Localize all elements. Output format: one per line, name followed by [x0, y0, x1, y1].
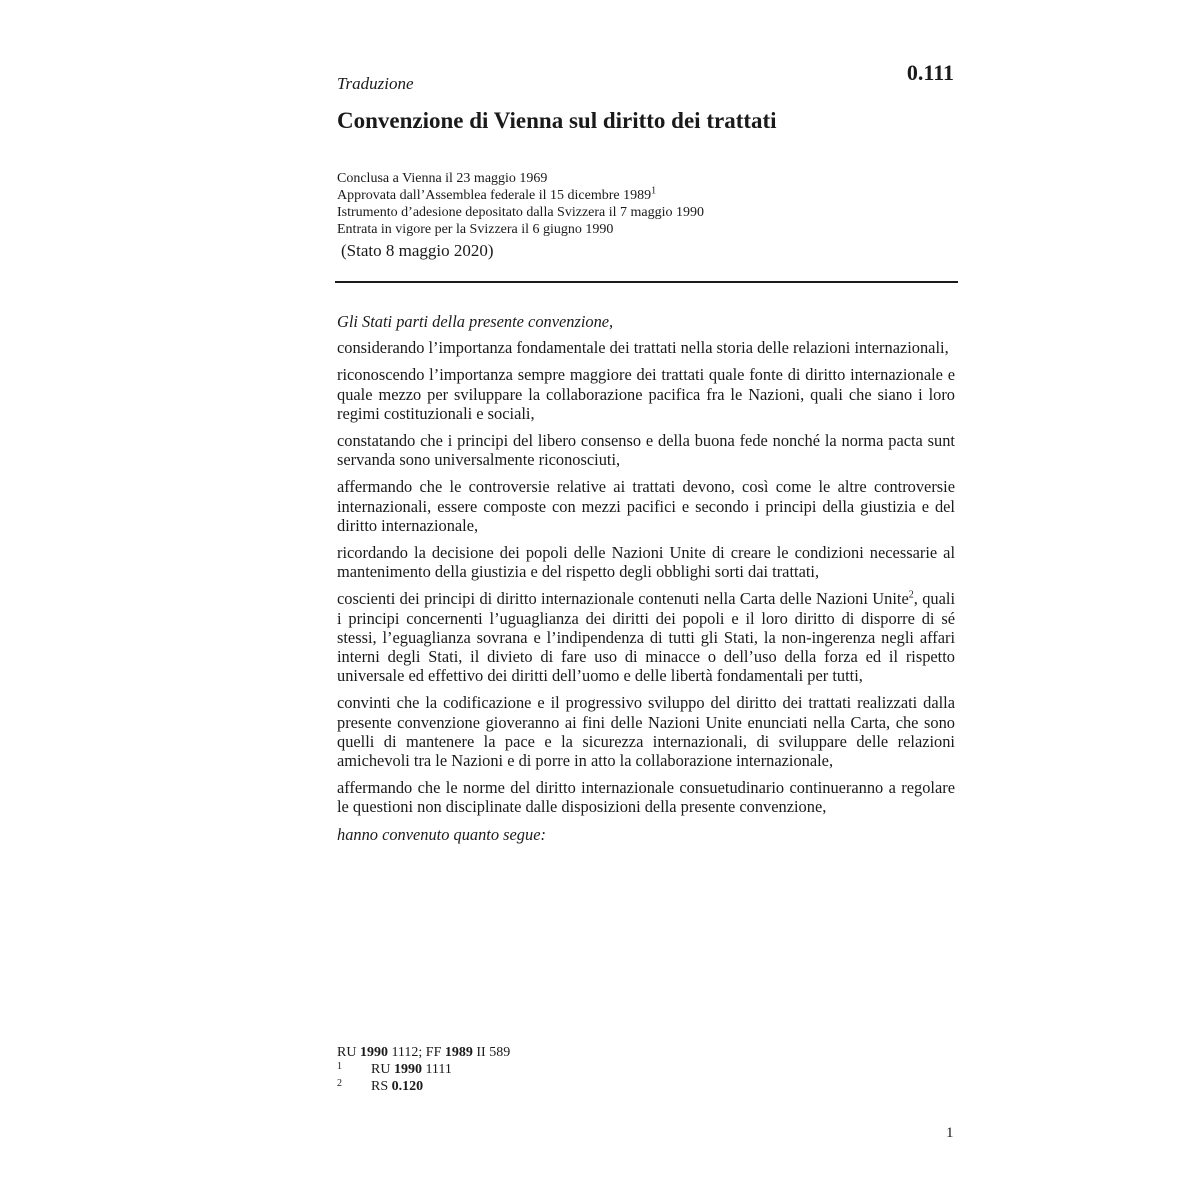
footnote-2: [337, 1078, 510, 1095]
document-title: Convenzione di Vienna sul diritto dei trattati: [337, 108, 777, 133]
page-number: 1: [946, 1125, 954, 1141]
preamble-paragraph-6: [337, 589, 955, 685]
preamble-paragraph-5: ricordando la decisione dei popoli delle Nazioni Unite di creare le condizioni necessarie al mantenimento della giustizia e del rispetto degli obblighi sorti dai trattati,: [337, 543, 955, 582]
preamble-paragraph-6-start: coscienti dei principi di diritto internazionale contenuti nella Carta delle Nazioni Unite: [337, 589, 909, 609]
footnote-2-prefix: RS: [371, 1079, 389, 1094]
preamble-paragraph-2: riconoscendo l’importanza sempre maggiore dei trattati quale fonte di diritto internazionale e quale mezzo per sviluppare la collaborazione pacifica fra le Nazioni, quali che siano i loro regimi costituzionali e sociali,: [337, 365, 955, 423]
footnote-ref-1[interactable]: 1: [651, 185, 657, 197]
preamble-paragraph-1: considerando l’importanza fondamentale dei trattati nella storia delle relazioni internazionali,: [337, 338, 949, 358]
preamble-closing: hanno convenuto quanto segue:: [337, 824, 546, 844]
approved-text: Approvata dall’Assemblea federale il 15 dicembre 1989: [337, 188, 652, 203]
preamble-intro: Gli Stati parti della presente convenzione,: [337, 312, 614, 331]
preamble-paragraph-7: convinti che la codificazione e il progressivo sviluppo del diritto dei trattati realizzati dalla presente convenzione gioveranno ai fini delle Nazioni Unite enunciati nella Carta, che sono quelli di mantenere la pace e la sicurezza internazionali, di sviluppare delle relazioni amichevoli tra le Nazioni e di porre in atto la collaborazione internazionale,: [337, 693, 955, 771]
footnote-2-code: 0.120: [391, 1079, 424, 1094]
concluded-line: Conclusa a Vienna il 23 maggio 1969: [337, 171, 548, 186]
footnote-ref-2[interactable]: 2: [908, 589, 914, 601]
approved-line: [337, 187, 704, 204]
footnote-1-prefix: RU: [371, 1062, 391, 1077]
footnote-2-number: 2: [337, 1078, 342, 1089]
ref-ff-year: 1989: [444, 1045, 473, 1060]
preamble-paragraph-3: constatando che i principi del libero consenso e della buona fede nonché la norma pacta sunt servanda sono universalmente riconosciuti,: [337, 431, 955, 470]
footnote-1-number: 1: [337, 1061, 342, 1072]
footnote-1: [337, 1061, 510, 1078]
document-metadata: [337, 170, 704, 238]
preamble-paragraph-4: affermando che le controversie relative ai trattati devono, così come le altre controversie internazionali, essere composte con mezzi pacifici e secondo i principi della giustizia e del diritto internazionale,: [337, 477, 955, 535]
in-force-line: Entrata in vigore per la Svizzera il 6 giugno 1990: [337, 222, 614, 237]
footnote-1-page: 1111: [425, 1062, 452, 1077]
preamble: [337, 312, 955, 844]
ref-ru-page: 1112; FF: [391, 1045, 442, 1060]
header-divider: [335, 281, 958, 283]
source-reference: [337, 1044, 510, 1061]
instrument-line: Istrumento d’adesione depositato dalla Svizzera il 7 maggio 1990: [337, 205, 705, 220]
translation-label: Traduzione: [337, 74, 414, 93]
status-date: (Stato 8 maggio 2020): [341, 241, 494, 260]
preamble-paragraph-6-end: , quali i principi concernenti l’uguaglianza dei diritti dei popoli e il loro diritto di disporre di sé stessi, l’eguaglianza sovrana e l’indipendenza di tutti gli Stati, la non-ingerenza negli affari interni degli Stati, il divieto di fare uso di minacce o dell’uso della forza ed il rispetto universale ed effettivo dei diritti dell’uomo e delle libertà fondamentali per tutti,: [337, 589, 955, 686]
ref-ru-year: 1990: [359, 1045, 388, 1060]
ref-ru-label: RU: [337, 1045, 357, 1060]
ref-ff-page: II 589: [476, 1045, 511, 1060]
footnotes: [337, 1044, 510, 1095]
document-number: 0.111: [906, 60, 954, 85]
preamble-paragraph-8: affermando che le norme del diritto internazionale consuetudinario continueranno a regolare le questioni non disciplinate dalle disposizioni della presente convenzione,: [337, 778, 955, 817]
footnote-1-year: 1990: [393, 1062, 422, 1077]
